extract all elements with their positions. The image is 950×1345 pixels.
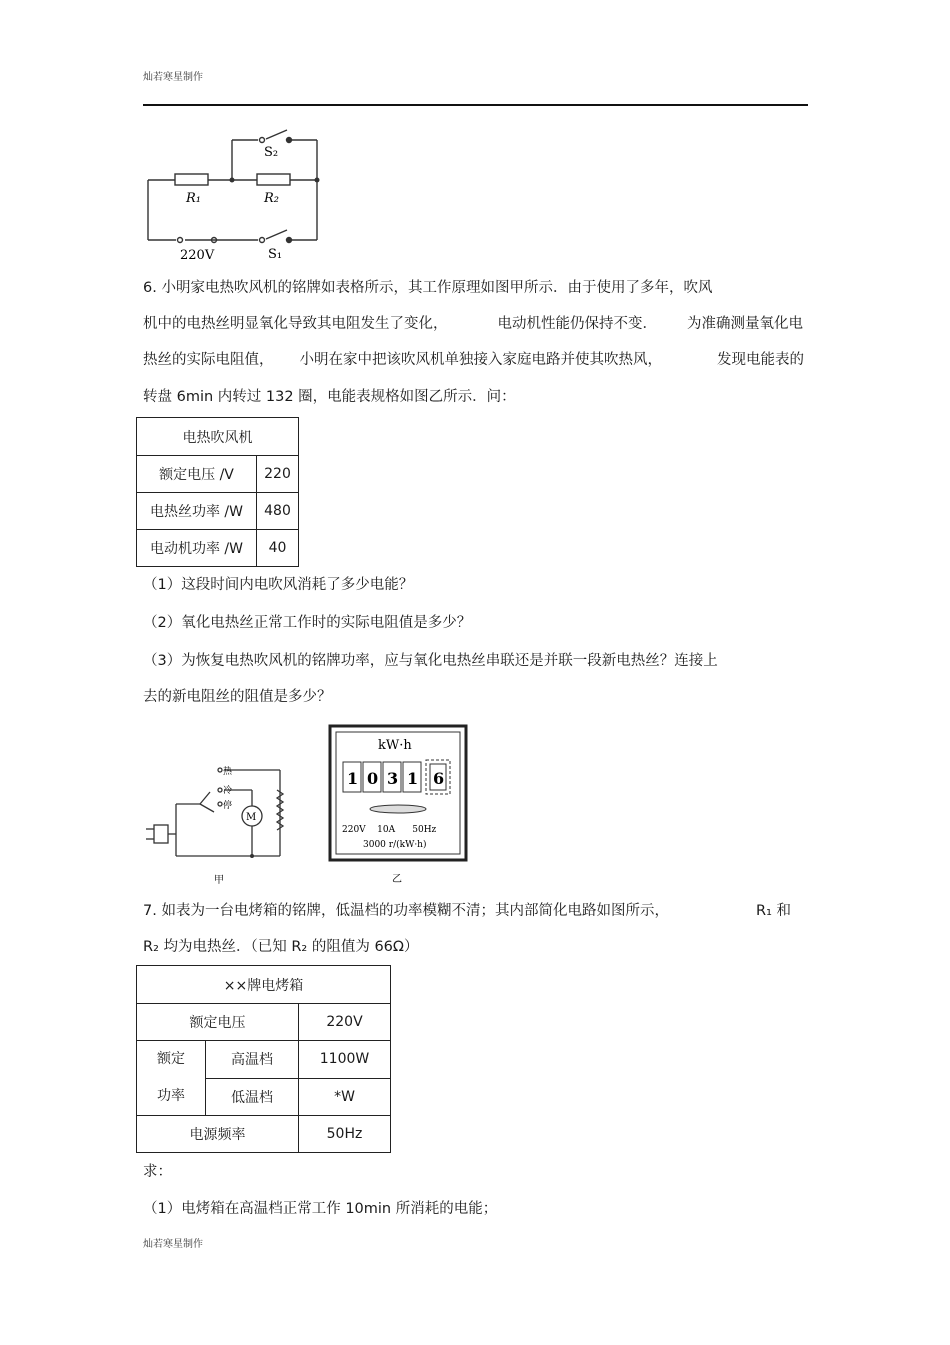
q6-question-3-cont: 去的新电阻丝的阻值是多少？ <box>143 689 332 705</box>
label-s2: S₂ <box>264 145 279 160</box>
hair-dryer-circuit-figure <box>140 752 300 887</box>
figure-jia-label: 甲 <box>214 875 224 886</box>
q6-question-2: （2）氧化电热丝正常工作时的实际电阻值是多少？ <box>143 615 472 631</box>
label-220v: 220V <box>180 248 215 263</box>
label-s1: S₁ <box>268 247 283 262</box>
table-title: 电热吹风机 <box>137 418 299 456</box>
meter-digit-1: 1 <box>347 769 359 788</box>
meter-spec: 220V 10A 50Hz <box>342 825 437 835</box>
label-hot: 热 <box>223 767 233 777</box>
oven-label-frequency: 电源频率 <box>137 1116 299 1153</box>
q6-line-3 <box>143 350 804 370</box>
oven-label-rated-voltage: 额定电压 <box>137 1004 299 1041</box>
row-label-heater-power: 电热丝功率 /W <box>137 493 257 530</box>
meter-digit-3: 3 <box>387 769 399 788</box>
q7-line-2: R₂ 均为电热丝．（已知 R₂ 的阻值为 66Ω） <box>143 939 419 955</box>
q7-line-1: 7. 如表为一台电烤箱的铭牌，低温档的功率模糊不清；其内部简化电路如图所示， <box>143 903 669 919</box>
meter-rate: 3000 r/(kW·h) <box>363 840 427 850</box>
q7-question-1: （1）电烤箱在高温档正常工作 10min 所消耗的电能； <box>143 1201 498 1217</box>
row-label-voltage: 额定电压 /V <box>137 456 257 493</box>
oven-label-rated-power-1: 额定 <box>157 1051 185 1067</box>
q6-line-3-part-3: 发现电能表的 <box>717 352 804 368</box>
label-stop: 停 <box>223 801 233 811</box>
q6-line-1-text: 6. 小明家电热吹风机的铭牌如表格所示，其工作原理如图甲所示．由于使用了多年，吹风 <box>143 280 713 296</box>
q6-line-2-part-1: 机中的电热丝明显氧化导致其电阻发生了变化， <box>143 316 448 332</box>
meter-unit: kW·h <box>378 738 412 753</box>
q6-line-4 <box>143 387 516 407</box>
motor-label: M <box>246 812 257 823</box>
q6-line-3-part-1: 热丝的实际电阻值， <box>143 352 274 368</box>
oven-value-frequency: 50Hz <box>299 1116 391 1153</box>
q6-line-3-part-2: 小明在家中把该吹风机单独接入家庭电路并使其吹热风， <box>299 352 662 368</box>
q6-line-2-part-3: 为准确测量氧化电 <box>687 316 803 332</box>
hair-dryer-nameplate-table <box>136 417 299 567</box>
circuit-diagram-r1-r2 <box>140 122 330 267</box>
header-rule <box>143 104 808 106</box>
energy-meter-figure <box>328 724 473 887</box>
oven-label-rated-power-2: 功率 <box>157 1088 185 1104</box>
q6-line-1 <box>143 278 712 298</box>
meter-rotor-disc <box>370 805 426 813</box>
q7-line-1-r1: R₁ 和 <box>756 903 791 919</box>
label-r1: R₁ <box>186 191 201 206</box>
figure-yi-label: 乙 <box>392 874 402 885</box>
q6-question-3: （3）为恢复电热吹风机的铭牌功率，应与氧化电热丝串联还是并联一段新电热丝？连接上 <box>143 653 718 669</box>
page-header: 灿若寒星制作 <box>143 72 203 83</box>
oven-label-rated-power <box>137 1041 206 1116</box>
oven-nameplate-table <box>136 965 391 1153</box>
oven-value-high: 1100W <box>299 1041 391 1079</box>
oven-label-low: 低温档 <box>206 1078 299 1116</box>
label-r2: R₂ <box>264 191 279 206</box>
q6-question-1: （1）这段时间内电吹风消耗了多少电能？ <box>143 577 414 593</box>
oven-table-title: ××牌电烤箱 <box>137 966 391 1004</box>
row-value-voltage: 220 <box>257 456 299 493</box>
oven-value-rated-voltage: 220V <box>299 1004 391 1041</box>
q7-ask: 求： <box>143 1164 172 1180</box>
q6-line-2 <box>143 314 803 334</box>
page-footer: 灿若寒星制作 <box>143 1239 203 1250</box>
label-cold: 冷 <box>223 786 233 796</box>
row-label-motor-power: 电动机功率 /W <box>137 530 257 567</box>
q6-line-4-text: 转盘 6min 内转过 132 圈，电能表规格如图乙所示．问： <box>143 389 516 405</box>
row-value-heater-power: 480 <box>257 493 299 530</box>
meter-digit-2: 0 <box>367 769 379 788</box>
oven-value-low: *W <box>299 1078 391 1116</box>
row-value-motor-power: 40 <box>257 530 299 567</box>
oven-label-high: 高温档 <box>206 1041 299 1079</box>
meter-digit-4: 1 <box>407 769 419 788</box>
meter-digit-5: 6 <box>433 769 445 788</box>
q6-line-2-part-2: 电动机性能仍保持不变． <box>497 316 657 332</box>
